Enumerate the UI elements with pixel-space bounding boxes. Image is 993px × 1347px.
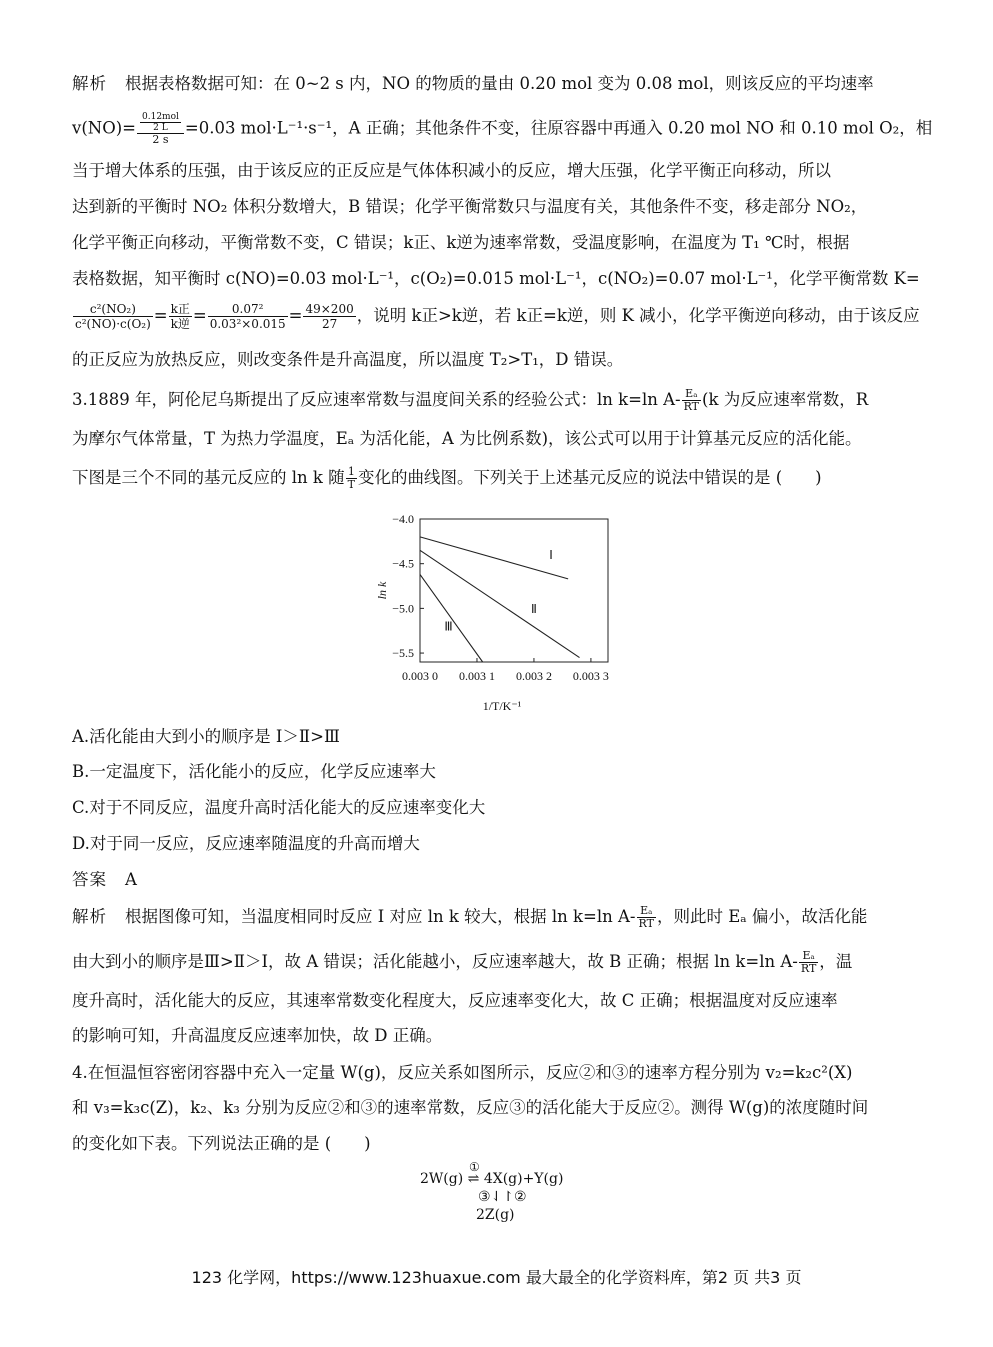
option-a: A.活化能由大到小的顺序是 Ⅰ＞Ⅱ>Ⅲ bbox=[72, 727, 340, 746]
para1-line3: 当于增大体系的压强，由于该反应的正反应是气体体积减小的反应，增大压强，化学平衡正向移动，所以 bbox=[72, 161, 831, 180]
k-fraction-4: $\frac{49\times 200}{27}$ bbox=[305, 302, 354, 331]
para1-line7: $\frac{\text{c²(NO₂)}}{\text{c²(NO)·c(O₂)}}$ = $\frac{\text{k正}}{\text{k逆}}$ = $\frac{\text{0.07²}}{\text{0.03²×0.015}}$ = $\frac{49\times 200}{27}$ ，说明 k正>k逆，若 k正=k逆，则 K 减小，化学平衡逆向移动，由于该反应 bbox=[75, 302, 920, 331]
answer-label: 答案 bbox=[72, 870, 107, 889]
x-tick-label: 0.003 3 bbox=[572, 669, 609, 683]
q3-line1: 3.1889 年，阿伦尼乌斯提出了反应速率常数与温度间关系的经验公式：ln k=ln A- $\frac{\text{Eₐ}}{RT}$ (k 为反应速率常数，R bbox=[72, 387, 869, 413]
q3-analysis-line4: 的影响可知，升高温度反应速率加快，故 D 正确。 bbox=[72, 1026, 443, 1045]
k-fraction-1: $\frac{\text{c²(NO₂)}}{\text{c²(NO)·c(O₂)}}$ bbox=[75, 302, 151, 331]
lnk-vs-inverse-t-chart bbox=[360, 507, 650, 717]
series-label-2: Ⅱ bbox=[530, 601, 537, 616]
series-line-1 bbox=[420, 537, 568, 579]
y-tick-label: −5.5 bbox=[392, 646, 414, 661]
para1-line6: 表格数据，知平衡时 c(NO)=0.03 mol·L⁻¹，c(O₂)=0.015 mol·L⁻¹，c(NO₂)=0.07 mol·L⁻¹，化学平衡常数 K= bbox=[72, 269, 920, 288]
rate-fraction: $\frac{\frac{\text{0.12mol}}{2 L}}{2 s}$ bbox=[137, 112, 184, 146]
q3-analysis-line3: 度升高时，活化能大的反应，其速率常数变化程度大，反应速率变化大，故 C 正确；根据温度对反应速率 bbox=[72, 991, 838, 1010]
scheme-top: 2W(g) ⇌ 4X(g)+Y(g) bbox=[420, 1171, 564, 1187]
q4-line1: 4.在恒温恒容密闭容器中充入一定量 W(g)，反应关系如图所示，反应②和③的速率方程分别为 v₂=k₂c²(X) bbox=[72, 1063, 853, 1082]
page-footer: 123 化学网，https://www.123huaxue.com 最大最全的化学资料库，第2 页 共3 页 bbox=[191, 1268, 802, 1287]
k-fraction-2: $\frac{\text{k正}}{\text{k逆}}$ bbox=[170, 302, 190, 331]
series-label-3: Ⅲ bbox=[444, 619, 453, 634]
series-label-1: Ⅰ bbox=[549, 548, 553, 563]
scheme-bottom: 2Z(g) bbox=[476, 1207, 515, 1223]
q3-analysis-line2: 由大到小的顺序是Ⅲ>Ⅱ＞Ⅰ，故 A 错误；活化能越小，反应速率越大，故 B 正确；根据 ln k=ln A- $\frac{\text{Eₐ}}{RT}$ ，温 bbox=[72, 949, 853, 975]
x-tick-label: 0.003 0 bbox=[402, 669, 438, 683]
q4-line2: 和 v₃=k₃c(Z)，k₂、k₃ 分别为反应②和③的速率常数，反应③的活化能大于反应②。测得 W(g)的浓度随时间 bbox=[72, 1098, 869, 1117]
scheme-label-1: ① bbox=[469, 1160, 480, 1174]
para1-line1: 解析 根据表格数据可知：在 0~2 s 内，NO 的物质的量由 0.20 mol 变为 0.08 mol，则该反应的平均速率 bbox=[72, 74, 874, 93]
para1-line8: 的正反应为放热反应，则改变条件是升高温度，所以温度 T₂>T₁，D 错误。 bbox=[72, 350, 624, 369]
option-b: B.一定温度下，活化能小的反应，化学反应速率大 bbox=[72, 762, 436, 781]
q3-line3: 下图是三个不同的基元反应的 ln k 随 $\frac{1}{T}$ 变化的曲线图。下列关于上述基元反应的说法中错误的是 ( ) bbox=[72, 465, 822, 491]
para1-line5: 化学平衡正向移动，平衡常数不变，C 错误；k正、k逆为速率常数，受温度影响，在温度为 T₁ ℃时，根据 bbox=[72, 233, 850, 252]
scheme-mid: ③⇃↾② bbox=[478, 1189, 527, 1205]
answer-value: A bbox=[125, 870, 137, 889]
plot-frame bbox=[420, 519, 608, 662]
answer-line bbox=[72, 868, 137, 892]
series-line-2 bbox=[420, 550, 580, 657]
y-tick-label: −4.5 bbox=[392, 556, 414, 571]
y-tick-label: −4.0 bbox=[392, 512, 414, 526]
analysis-label-2: 解析 bbox=[72, 907, 107, 926]
para1-line4: 达到新的平衡时 NO₂ 体积分数增大，B 错误；化学平衡常数只与温度有关，其他条件不变，移走部分 NO₂， bbox=[72, 197, 868, 216]
q3-line2: 为摩尔气体常量，T 为热力学温度，Eₐ 为活化能，A 为比例系数)，该公式可以用于计算基元反应的活化能。 bbox=[72, 429, 862, 448]
y-tick-label: −5.0 bbox=[392, 601, 414, 616]
reaction-scheme bbox=[420, 1160, 564, 1224]
q4-line3: 的变化如下表。下列说法正确的是 ( ) bbox=[72, 1134, 371, 1153]
option-d: D.对于同一反应，反应速率随温度的升高而增大 bbox=[72, 834, 420, 853]
y-axis-label: ln k bbox=[375, 581, 389, 600]
k-fraction-3: $\frac{\text{0.07²}}{\text{0.03²×0.015}}$ bbox=[209, 302, 286, 331]
x-tick-label: 0.003 2 bbox=[515, 669, 552, 683]
chart-svg bbox=[360, 507, 650, 717]
series-line-3 bbox=[420, 574, 483, 662]
x-axis-label: 1/T/K⁻¹ bbox=[482, 699, 522, 713]
x-tick-label: 0.003 1 bbox=[458, 669, 495, 683]
para1-line2: v(NO)= $\frac{\frac{\text{0.12mol}}{2 L}}{2 s}$ =0.03 mol·L⁻¹·s⁻¹，A 正确；其他条件不变，往原容器中再通入 0.20 mol NO 和 0.10 mol O₂，相 bbox=[72, 112, 933, 146]
analysis-label: 解析 bbox=[72, 74, 107, 93]
q3-analysis-line1: 解析 根据图像可知，当温度相同时反应 Ⅰ 对应 ln k 较大，根据 ln k=ln A- $\frac{\text{Eₐ}}{RT}$ ，则此时 Eₐ 偏小，故活化能 bbox=[72, 904, 868, 930]
option-c: C.对于不同反应，温度升高时活化能大的反应速率变化大 bbox=[72, 798, 486, 817]
